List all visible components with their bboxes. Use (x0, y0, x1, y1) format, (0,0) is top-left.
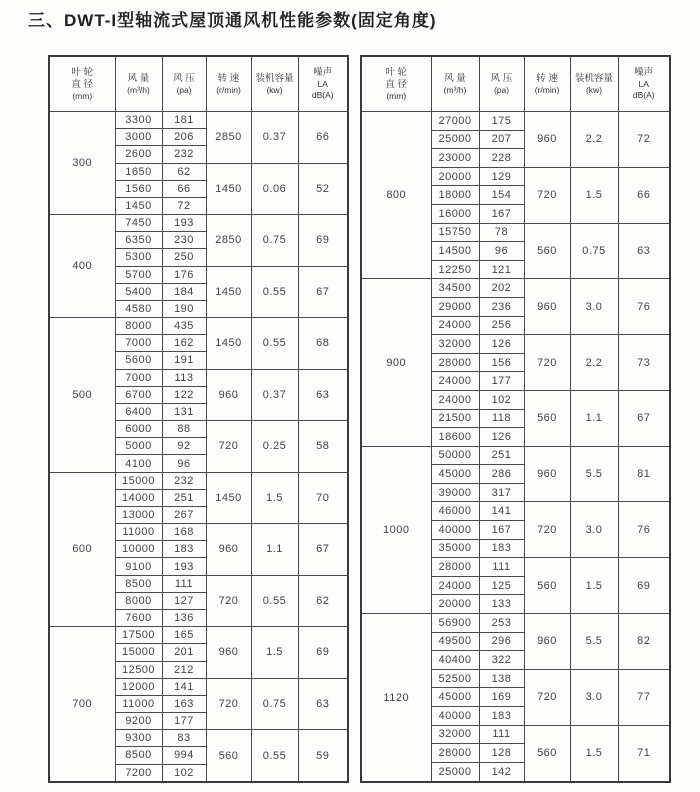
col-header-power (251, 56, 298, 112)
cell-airflow: 28000 (431, 744, 479, 763)
cell-diameter: 800 (361, 112, 431, 279)
cell-airflow: 56900 (431, 614, 479, 633)
cell-pressure: 111 (162, 575, 206, 592)
cell-airflow: 46000 (431, 502, 479, 521)
cell-airflow: 45000 (431, 465, 479, 484)
cell-power: 2.2 (570, 112, 618, 168)
cell-airflow: 15000 (115, 472, 162, 489)
cell-speed: 560 (524, 725, 570, 782)
col-header-speed-line: (r/min) (216, 84, 241, 95)
cell-power: 1.5 (251, 472, 298, 524)
cell-pressure: 232 (162, 472, 206, 489)
cell-diameter: 400 (49, 215, 115, 318)
cell-pressure: 250 (162, 249, 206, 266)
cell-speed: 560 (524, 390, 570, 446)
cell-speed: 2850 (206, 215, 251, 267)
cell-pressure: 88 (162, 421, 206, 438)
cell-airflow: 7450 (115, 215, 162, 232)
cell-airflow: 3300 (115, 112, 162, 129)
col-header-diameter-line: (mm) (72, 90, 93, 101)
cell-airflow: 12500 (115, 661, 162, 678)
cell-pressure: 167 (479, 204, 524, 223)
cell-speed: 960 (524, 112, 570, 168)
cell-airflow: 7000 (115, 369, 162, 386)
table-row (361, 279, 670, 298)
cell-airflow: 8000 (115, 318, 162, 335)
col-header-noise-line: LA (317, 79, 328, 90)
cell-pressure: 154 (479, 186, 524, 205)
cell-pressure: 296 (479, 632, 524, 651)
cell-airflow: 2600 (115, 146, 162, 163)
cell-pressure: 138 (479, 669, 524, 688)
cell-airflow: 24000 (431, 390, 479, 409)
col-header-pressure-line: 风 压 (173, 72, 195, 84)
cell-pressure: 167 (479, 521, 524, 540)
cell-pressure: 131 (162, 403, 206, 420)
col-header-diameter-line: 叶 轮 (71, 66, 94, 78)
cell-power: 0.55 (251, 575, 298, 627)
cell-pressure: 156 (479, 353, 524, 372)
cell-speed: 1450 (206, 266, 251, 318)
cell-airflow: 5300 (115, 249, 162, 266)
cell-airflow: 11000 (115, 695, 162, 712)
cell-speed: 1450 (206, 318, 251, 370)
cell-noise: 68 (298, 318, 348, 370)
cell-pressure: 286 (479, 465, 524, 484)
cell-airflow: 27000 (431, 112, 479, 131)
cell-diameter: 300 (49, 112, 115, 215)
cell-pressure: 202 (479, 279, 524, 298)
cell-pressure: 256 (479, 316, 524, 335)
col-header-pressure-line: 风 压 (490, 72, 513, 84)
cell-airflow: 52500 (431, 669, 479, 688)
cell-diameter: 1000 (361, 446, 431, 613)
col-header-diameter-line: (mm) (386, 90, 407, 101)
cell-airflow: 15750 (431, 223, 479, 242)
performance-table-right (360, 55, 671, 783)
cell-speed: 1450 (206, 163, 251, 215)
cell-pressure: 72 (162, 197, 206, 214)
col-header-diameter-line: 直 径 (385, 78, 408, 90)
table-row (49, 627, 348, 644)
col-header-noise-line: dB(A) (632, 89, 655, 100)
cell-pressure: 122 (162, 386, 206, 403)
cell-noise: 58 (298, 421, 348, 473)
cell-power: 3.0 (570, 502, 618, 558)
cell-speed: 960 (524, 614, 570, 670)
table-row (49, 112, 348, 129)
cell-pressure: 111 (479, 558, 524, 577)
cell-airflow: 5700 (115, 266, 162, 283)
header-row (361, 56, 670, 112)
cell-speed: 560 (524, 223, 570, 279)
col-header-airflow-line: (m³/h) (127, 84, 150, 95)
cell-noise: 76 (618, 502, 670, 558)
cell-airflow: 5400 (115, 283, 162, 300)
cell-pressure: 102 (162, 764, 206, 782)
cell-airflow: 25000 (431, 130, 479, 149)
cell-noise: 67 (298, 266, 348, 318)
cell-airflow: 1450 (115, 197, 162, 214)
cell-pressure: 183 (479, 707, 524, 726)
cell-noise: 69 (618, 558, 670, 614)
cell-pressure: 230 (162, 232, 206, 249)
cell-power: 0.75 (570, 223, 618, 279)
cell-pressure: 141 (162, 678, 206, 695)
cell-pressure: 317 (479, 483, 524, 502)
cell-airflow: 35000 (431, 539, 479, 558)
cell-airflow: 20000 (431, 595, 479, 614)
cell-power: 1.5 (570, 725, 618, 782)
cell-airflow: 28000 (431, 353, 479, 372)
cell-speed: 720 (524, 669, 570, 725)
cell-diameter: 600 (49, 472, 115, 627)
cell-airflow: 23000 (431, 149, 479, 168)
cell-pressure: 113 (162, 369, 206, 386)
cell-power: 3.0 (570, 279, 618, 335)
cell-noise: 59 (298, 730, 348, 782)
cell-airflow: 12000 (115, 678, 162, 695)
cell-noise: 67 (298, 524, 348, 576)
col-header-pressure (479, 56, 524, 112)
cell-power: 0.75 (251, 678, 298, 730)
cell-pressure: 128 (479, 744, 524, 763)
cell-pressure: 96 (162, 455, 206, 472)
col-header-power (570, 56, 618, 112)
cell-noise: 70 (298, 472, 348, 524)
col-header-speed-line: 转 速 (217, 72, 240, 84)
cell-speed: 720 (206, 678, 251, 730)
cell-pressure: 212 (162, 661, 206, 678)
cell-airflow: 7600 (115, 609, 162, 626)
cell-pressure: 177 (479, 372, 524, 391)
cell-noise: 71 (618, 725, 670, 782)
cell-pressure: 236 (479, 297, 524, 316)
cell-airflow: 40000 (431, 521, 479, 540)
col-header-airflow-line: (m³/h) (443, 84, 467, 95)
col-header-noise-line: 噪声 (313, 67, 333, 79)
cell-pressure: 232 (162, 146, 206, 163)
cell-airflow: 4100 (115, 455, 162, 472)
cell-airflow: 7000 (115, 335, 162, 352)
cell-speed: 720 (524, 502, 570, 558)
cell-diameter: 700 (49, 627, 115, 782)
cell-noise: 72 (618, 112, 670, 168)
cell-power: 3.0 (570, 669, 618, 725)
cell-pressure: 184 (162, 283, 206, 300)
table-row (49, 472, 348, 489)
cell-power: 0.37 (251, 112, 298, 164)
col-header-speed (206, 56, 251, 112)
cell-power: 0.55 (251, 730, 298, 782)
cell-speed: 720 (524, 335, 570, 391)
table-row (49, 215, 348, 232)
cell-speed: 960 (524, 279, 570, 335)
cell-pressure: 207 (479, 130, 524, 149)
col-header-speed-line: 转 速 (536, 72, 558, 84)
cell-pressure: 62 (162, 163, 206, 180)
cell-speed: 960 (206, 369, 251, 421)
cell-airflow: 8000 (115, 592, 162, 609)
cell-airflow: 6400 (115, 403, 162, 420)
performance-table-left (48, 55, 349, 783)
cell-airflow: 6700 (115, 386, 162, 403)
page-title: 三、DWT-I型轴流式屋顶通风机性能参数(固定角度) (28, 11, 437, 30)
cell-airflow: 5600 (115, 352, 162, 369)
cell-power: 1.5 (570, 167, 618, 223)
cell-pressure: 78 (479, 223, 524, 242)
cell-noise: 73 (618, 335, 670, 391)
cell-noise: 82 (618, 614, 670, 670)
cell-diameter: 500 (49, 318, 115, 473)
cell-pressure: 994 (162, 747, 206, 764)
cell-power: 1.5 (251, 627, 298, 679)
cell-speed: 720 (206, 575, 251, 627)
cell-airflow: 14500 (431, 242, 479, 261)
cell-pressure: 267 (162, 506, 206, 523)
cell-airflow: 45000 (431, 688, 479, 707)
cell-airflow: 16000 (431, 204, 479, 223)
cell-airflow: 17500 (115, 627, 162, 644)
cell-pressure: 129 (479, 167, 524, 186)
cell-noise: 69 (298, 215, 348, 267)
cell-pressure: 190 (162, 300, 206, 317)
col-header-speed-line: (r/min) (534, 84, 560, 95)
cell-airflow: 10000 (115, 541, 162, 558)
cell-airflow: 18600 (431, 428, 479, 447)
cell-power: 0.37 (251, 369, 298, 421)
cell-noise: 66 (298, 112, 348, 164)
cell-airflow: 32000 (431, 725, 479, 744)
col-header-noise-line: dB(A) (311, 89, 334, 100)
cell-airflow: 40000 (431, 707, 479, 726)
cell-airflow: 6350 (115, 232, 162, 249)
col-header-power-line: (kw) (585, 84, 603, 95)
cell-pressure: 183 (479, 539, 524, 558)
cell-pressure: 181 (162, 112, 206, 129)
col-header-airflow-line: 风 量 (444, 72, 466, 84)
cell-speed: 960 (206, 524, 251, 576)
cell-speed: 960 (206, 627, 251, 679)
cell-noise: 63 (298, 369, 348, 421)
cell-pressure: 193 (162, 558, 206, 575)
cell-airflow: 5000 (115, 438, 162, 455)
cell-noise: 76 (618, 279, 670, 335)
cell-pressure: 253 (479, 614, 524, 633)
cell-pressure: 251 (162, 489, 206, 506)
cell-airflow: 34500 (431, 279, 479, 298)
cell-airflow: 20000 (431, 167, 479, 186)
cell-airflow: 6000 (115, 421, 162, 438)
cell-pressure: 92 (162, 438, 206, 455)
col-header-pressure-line: (pa) (493, 84, 510, 95)
cell-pressure: 169 (479, 688, 524, 707)
cell-power: 0.06 (251, 163, 298, 215)
cell-pressure: 176 (162, 266, 206, 283)
cell-airflow: 1560 (115, 180, 162, 197)
cell-speed: 560 (524, 558, 570, 614)
cell-noise: 77 (618, 669, 670, 725)
performance-tables (48, 55, 671, 783)
cell-airflow: 40400 (431, 651, 479, 670)
cell-airflow: 28000 (431, 558, 479, 577)
cell-pressure: 165 (162, 627, 206, 644)
cell-pressure: 322 (479, 651, 524, 670)
cell-pressure: 193 (162, 215, 206, 232)
cell-airflow: 18000 (431, 186, 479, 205)
col-header-diameter (49, 56, 115, 112)
cell-airflow: 8500 (115, 747, 162, 764)
col-header-noise (618, 56, 670, 112)
cell-pressure: 251 (479, 446, 524, 465)
cell-noise: 67 (618, 390, 670, 446)
col-header-airflow (115, 56, 162, 112)
cell-speed: 720 (206, 421, 251, 473)
cell-speed: 720 (524, 167, 570, 223)
col-header-pressure-line: (pa) (176, 84, 192, 95)
cell-airflow: 21500 (431, 409, 479, 428)
cell-power: 0.55 (251, 266, 298, 318)
cell-noise: 63 (298, 678, 348, 730)
cell-airflow: 11000 (115, 524, 162, 541)
cell-pressure: 118 (479, 409, 524, 428)
col-header-diameter (361, 56, 431, 112)
cell-noise: 62 (298, 575, 348, 627)
cell-airflow: 14000 (115, 489, 162, 506)
cell-pressure: 121 (479, 260, 524, 279)
table-row (361, 446, 670, 465)
cell-pressure: 163 (162, 695, 206, 712)
cell-airflow: 3000 (115, 129, 162, 146)
cell-power: 0.25 (251, 421, 298, 473)
cell-pressure: 168 (162, 524, 206, 541)
cell-airflow: 4580 (115, 300, 162, 317)
cell-airflow: 9300 (115, 730, 162, 747)
cell-pressure: 228 (479, 149, 524, 168)
cell-power: 5.5 (570, 446, 618, 502)
table-row (361, 112, 670, 131)
cell-pressure: 141 (479, 502, 524, 521)
cell-noise: 69 (298, 627, 348, 679)
col-header-noise (298, 56, 348, 112)
cell-pressure: 126 (479, 428, 524, 447)
cell-pressure: 435 (162, 318, 206, 335)
cell-airflow: 49500 (431, 632, 479, 651)
cell-pressure: 126 (479, 335, 524, 354)
col-header-pressure (162, 56, 206, 112)
col-header-power-line: 装机容量 (255, 72, 294, 84)
cell-pressure: 191 (162, 352, 206, 369)
cell-diameter: 1120 (361, 614, 431, 782)
cell-pressure: 127 (162, 592, 206, 609)
cell-power: 5.5 (570, 614, 618, 670)
cell-airflow: 24000 (431, 576, 479, 595)
cell-pressure: 177 (162, 713, 206, 730)
cell-speed: 2850 (206, 112, 251, 164)
table-row (361, 614, 670, 633)
col-header-diameter-line: 直 径 (71, 78, 94, 90)
cell-pressure: 201 (162, 644, 206, 661)
cell-airflow: 9100 (115, 558, 162, 575)
cell-power: 2.2 (570, 335, 618, 391)
cell-airflow: 24000 (431, 372, 479, 391)
cell-airflow: 8500 (115, 575, 162, 592)
cell-pressure: 162 (162, 335, 206, 352)
cell-airflow: 9200 (115, 713, 162, 730)
cell-noise: 66 (618, 167, 670, 223)
cell-airflow: 13000 (115, 506, 162, 523)
cell-airflow: 24000 (431, 316, 479, 335)
cell-pressure: 96 (479, 242, 524, 261)
cell-pressure: 136 (162, 609, 206, 626)
cell-airflow: 29000 (431, 297, 479, 316)
cell-airflow: 12250 (431, 260, 479, 279)
cell-pressure: 83 (162, 730, 206, 747)
cell-noise: 81 (618, 446, 670, 502)
cell-power: 0.55 (251, 318, 298, 370)
cell-speed: 1450 (206, 472, 251, 524)
col-header-power-line: 装机容量 (574, 72, 613, 84)
header-row (49, 56, 348, 112)
col-header-airflow-line: 风 量 (127, 72, 150, 84)
cell-speed: 960 (524, 446, 570, 502)
cell-pressure: 102 (479, 390, 524, 409)
cell-diameter: 900 (361, 279, 431, 446)
cell-airflow: 15000 (115, 644, 162, 661)
col-header-power-line: (kw) (266, 84, 283, 95)
cell-pressure: 206 (162, 129, 206, 146)
cell-power: 1.1 (570, 390, 618, 446)
cell-airflow: 1650 (115, 163, 162, 180)
cell-power: 1.5 (570, 558, 618, 614)
cell-airflow: 32000 (431, 335, 479, 354)
cell-pressure: 183 (162, 541, 206, 558)
col-header-noise-line: 噪声 (634, 67, 654, 79)
cell-pressure: 175 (479, 112, 524, 131)
cell-speed: 560 (206, 730, 251, 782)
cell-power: 1.1 (251, 524, 298, 576)
cell-airflow: 50000 (431, 446, 479, 465)
cell-pressure: 66 (162, 180, 206, 197)
cell-noise: 63 (618, 223, 670, 279)
cell-pressure: 111 (479, 725, 524, 744)
cell-airflow: 39000 (431, 483, 479, 502)
cell-airflow: 7200 (115, 764, 162, 782)
cell-pressure: 125 (479, 576, 524, 595)
cell-power: 0.75 (251, 215, 298, 267)
table-row (49, 318, 348, 335)
cell-noise: 52 (298, 163, 348, 215)
col-header-airflow (431, 56, 479, 112)
cell-pressure: 133 (479, 595, 524, 614)
cell-pressure: 142 (479, 762, 524, 782)
cell-airflow: 25000 (431, 762, 479, 782)
col-header-diameter-line: 叶 轮 (385, 66, 408, 78)
col-header-noise-line: LA (638, 79, 649, 90)
col-header-speed (524, 56, 570, 112)
